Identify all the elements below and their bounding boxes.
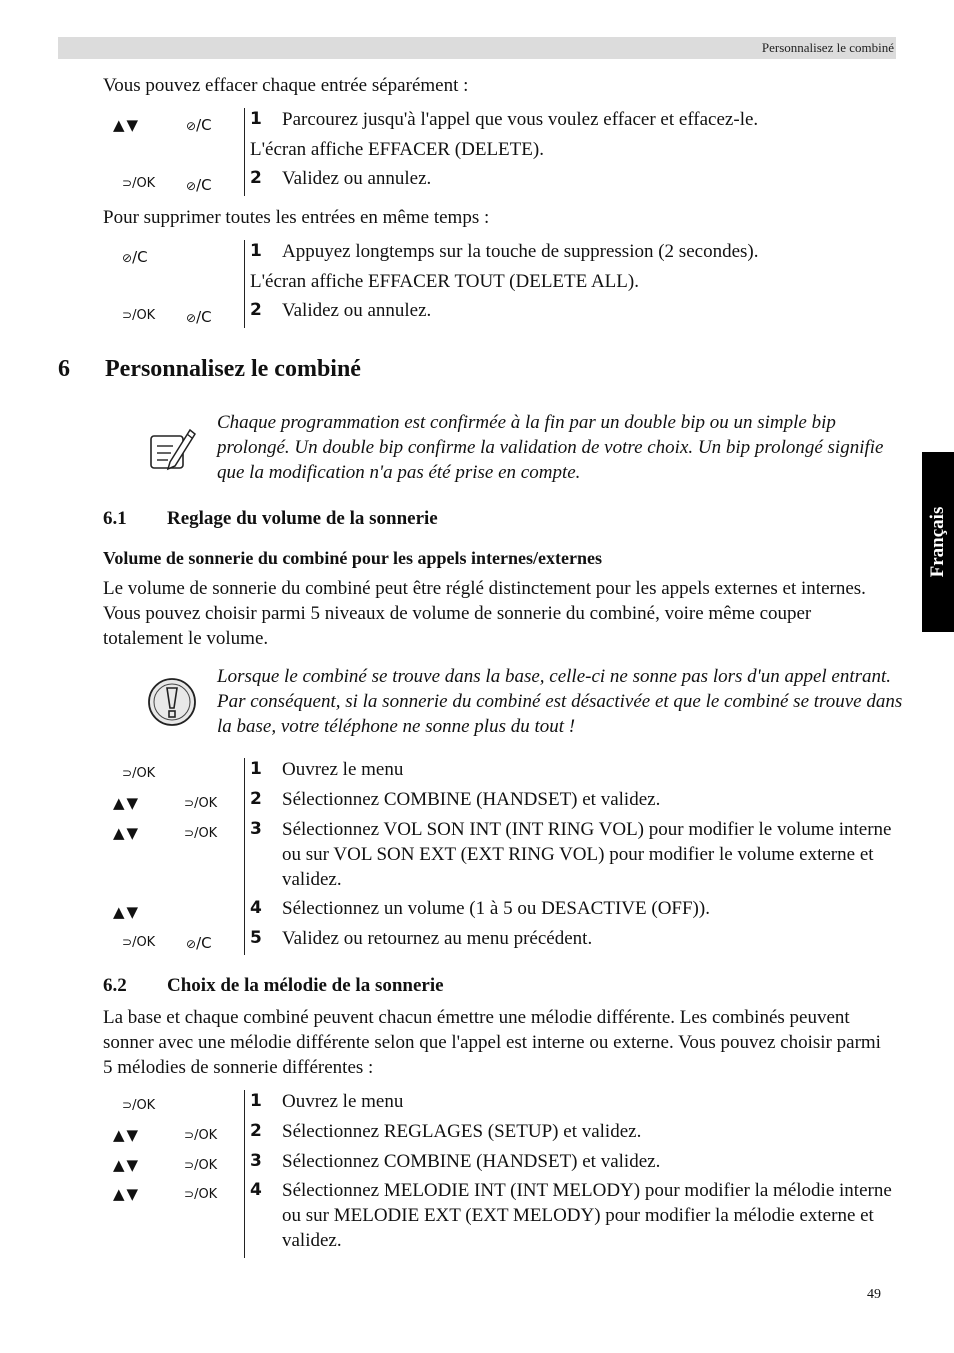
step-text: Sélectionnez un volume (1 à 5 ou DESACTIVE (OFF)). — [282, 898, 710, 919]
step-number: 2 — [250, 168, 262, 188]
ok-key-icon: ⊃/OK — [184, 796, 218, 811]
clear-key-icon: ⊘/C — [122, 248, 148, 266]
body-paragraph: La base et chaque combiné peuvent chacun émettre une mélodie différente. Les combinés peuvent sonner avec une mélodie différente selon que l'appel est interne ou externe. Vous pouvez choisir parmi 5 mélodies de sonnerie différentes : — [103, 1007, 881, 1078]
ok-key-icon: ⊃/OK — [122, 1098, 156, 1113]
step-divider — [244, 1090, 245, 1258]
arrows-key-icon: ▲▼ — [113, 116, 141, 134]
step-text: Sélectionnez MELODIE INT (INT MELODY) pour modifier la mélodie interne ou sur MELODIE EXT (EXT MELODY) pour modifier la mélodie externe et validez. — [282, 1180, 892, 1251]
step-divider — [244, 758, 245, 955]
running-title: Personnalisez le combiné — [761, 40, 894, 55]
arrows-key-icon: ▲▼ — [113, 1156, 141, 1174]
clear-key-icon: ⊘/C — [186, 934, 212, 952]
subsection-title: 6.1 Reglage du volume de la sonnerie — [103, 508, 438, 529]
clear-key-icon: ⊘/C — [186, 176, 212, 194]
note-pencil-icon — [146, 424, 196, 476]
step-number: 5 — [250, 928, 262, 948]
step-text: Appuyez longtemps sur la touche de suppression (2 secondes). — [282, 241, 759, 262]
step-text: Ouvrez le menu — [282, 1091, 404, 1112]
step-text: Validez ou retournez au menu précédent. — [282, 928, 593, 949]
page-number: 49 — [867, 1287, 881, 1302]
ok-key-icon: ⊃/OK — [184, 1128, 218, 1143]
step-number: 1 — [250, 759, 262, 779]
step-divider — [244, 240, 245, 328]
step-text: Parcourez jusqu'à l'appel que vous voulez effacer et effacez-le. — [282, 109, 759, 130]
clear-key-icon: ⊘/C — [186, 308, 212, 326]
ok-key-icon: ⊃/OK — [122, 766, 156, 781]
ok-key-icon: ⊃/OK — [122, 308, 156, 323]
ok-key-icon: ⊃/OK — [184, 1158, 218, 1173]
arrows-key-icon: ▲▼ — [113, 794, 141, 812]
step-text: Validez ou annulez. — [282, 300, 432, 321]
ok-key-icon: ⊃/OK — [122, 176, 156, 191]
step-number: 2 — [250, 1121, 262, 1141]
delete-all-intro: Pour supprimer toutes les entrées en même temps : — [103, 207, 490, 228]
step-number: 1 — [250, 1091, 262, 1111]
language-tab-label: Français — [927, 506, 948, 578]
clear-key-icon: ⊘/C — [186, 116, 212, 134]
step-number: 1 — [250, 109, 262, 129]
section6-note: Chaque programmation est confirmée à la fin par un double bip ou un simple bip prolongé. Un double bip confirme la validation de votre choix. Un bip prolongé signifie que la modification n'a pas été prise en compte. — [217, 412, 884, 483]
subsection-title: 6.2 Choix de la mélodie de la sonnerie — [103, 975, 444, 996]
delete-single-intro: Vous pouvez effacer chaque entrée séparément : — [103, 75, 469, 96]
step-number: 4 — [250, 1180, 262, 1200]
warning-note: Lorsque le combiné se trouve dans la base, celle-ci ne sonne pas lors d'un appel entrant. Par conséquent, si la sonnerie du combiné est désactivée et que le combiné se trouve dans la base, votre téléphone ne sonne plus du tout ! — [217, 666, 903, 737]
body-paragraph: Le volume de sonnerie du combiné peut être réglé distinctement pour les appels externes et internes. Vous pouvez choisir parmi 5 niveaux de volume de sonnerie du combiné, voire même couper totalement le volume. — [103, 578, 866, 649]
step-number: 2 — [250, 789, 262, 809]
display-line: L'écran affiche EFFACER TOUT (DELETE ALL). — [250, 271, 639, 292]
display-line: L'écran affiche EFFACER (DELETE). — [250, 139, 544, 160]
ok-key-icon: ⊃/OK — [184, 1187, 218, 1202]
step-number: 4 — [250, 898, 262, 918]
step-number: 2 — [250, 300, 262, 320]
bold-heading: Volume de sonnerie du combiné pour les appels internes/externes — [103, 548, 603, 568]
arrows-key-icon: ▲▼ — [113, 1185, 141, 1203]
step-text: Validez ou annulez. — [282, 168, 432, 189]
step-text: Sélectionnez VOL SON INT (INT RING VOL) pour modifier le volume interne ou sur VOL SON EXT (EXT RING VOL) pour modifier le volume externe et validez. — [282, 819, 892, 890]
step-text: Sélectionnez COMBINE (HANDSET) et validez. — [282, 1151, 661, 1172]
ok-key-icon: ⊃/OK — [184, 826, 218, 841]
step-text: Sélectionnez COMBINE (HANDSET) et validez. — [282, 789, 661, 810]
arrows-key-icon: ▲▼ — [113, 824, 141, 842]
arrows-key-icon: ▲▼ — [113, 1126, 141, 1144]
section-title: 6 Personnalisez le combiné — [58, 356, 361, 382]
arrows-key-icon: ▲▼ — [113, 903, 141, 921]
step-text: Sélectionnez REGLAGES (SETUP) et validez. — [282, 1121, 642, 1142]
warning-icon — [146, 676, 198, 728]
step-number: 3 — [250, 819, 262, 839]
step-divider — [244, 108, 245, 196]
ok-key-icon: ⊃/OK — [122, 935, 156, 950]
step-number: 1 — [250, 241, 262, 261]
step-number: 3 — [250, 1151, 262, 1171]
language-tab — [922, 452, 954, 632]
step-text: Ouvrez le menu — [282, 759, 404, 780]
